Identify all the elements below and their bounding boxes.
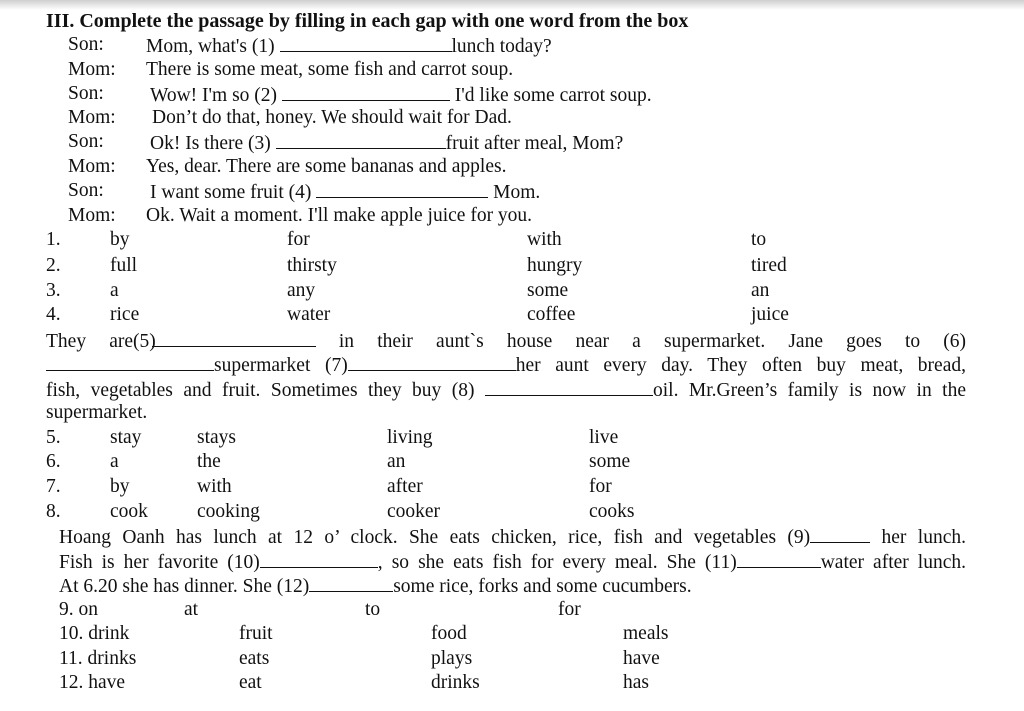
option-number: 4.: [46, 304, 61, 325]
text-before-gap: Ok! Is there (3): [150, 133, 271, 154]
option-b[interactable]: at: [184, 599, 199, 620]
text-before-gap: Fish is her favorite (10): [59, 552, 260, 573]
blank-1[interactable]: [280, 33, 452, 52]
blank-10[interactable]: [260, 549, 378, 568]
option-a[interactable]: full: [110, 255, 138, 276]
option-a[interactable]: 10. drink: [59, 623, 130, 644]
blank-8[interactable]: [485, 377, 653, 396]
option-c[interactable]: some: [527, 280, 569, 301]
text-before-gap: fish, vegetables and fruit. Sometimes they buy (8): [46, 380, 475, 401]
text-after-gap: her lunch.: [881, 527, 966, 548]
option-c[interactable]: plays: [431, 648, 473, 669]
option-c[interactable]: drinks: [431, 672, 480, 693]
option-b[interactable]: thirsty: [287, 255, 337, 276]
speaker-label: Mom:: [68, 59, 116, 80]
text-after-gap: water after lunch.: [820, 552, 966, 573]
option-b[interactable]: water: [287, 304, 331, 325]
option-number: 3.: [46, 280, 61, 301]
speaker-label: Son:: [68, 83, 104, 104]
speaker-label: Mom:: [68, 205, 116, 226]
option-a[interactable]: stay: [110, 427, 142, 448]
passage-2-line-4: supermarket.: [46, 402, 148, 423]
option-d[interactable]: to: [751, 229, 767, 250]
option-b[interactable]: eats: [239, 648, 270, 669]
option-c[interactable]: food: [431, 623, 467, 644]
blank-4[interactable]: [316, 179, 488, 198]
option-a[interactable]: by: [110, 476, 130, 497]
passage-2-line-1: [46, 328, 966, 354]
text-after-gap: some rice, forks and some cucumbers.: [393, 576, 692, 597]
dialogue-text: [150, 179, 540, 205]
option-a[interactable]: a: [110, 451, 119, 472]
exercise-title: III. Complete the passage by filling in each gap with one word from the box: [46, 10, 689, 32]
passage-3-line-1: [59, 524, 966, 550]
option-d[interactable]: cooks: [589, 501, 635, 522]
blank-11[interactable]: [737, 549, 821, 568]
option-b[interactable]: eat: [239, 672, 262, 693]
passage-3-line-3: [59, 573, 692, 599]
option-a[interactable]: cook: [110, 501, 148, 522]
option-b[interactable]: with: [197, 476, 232, 497]
text-after-gap: in their aunt`s house near a supermarket. Jane goes to (6): [338, 331, 967, 352]
text-before-gap: They are(5): [46, 331, 156, 352]
text-before-gap: Wow! I'm so (2): [150, 85, 278, 106]
dialogue-text: Don’t do that, honey. We should wait for Dad.: [152, 107, 512, 128]
option-a[interactable]: a: [110, 280, 119, 301]
option-c[interactable]: with: [527, 229, 562, 250]
blank-2[interactable]: [282, 82, 450, 101]
blank-6[interactable]: [46, 352, 214, 371]
passage-2-line-3: [46, 377, 966, 403]
option-b[interactable]: the: [197, 451, 221, 472]
dialogue-text: [150, 130, 623, 156]
option-a[interactable]: 12. have: [59, 672, 126, 693]
option-d[interactable]: tired: [751, 255, 787, 276]
option-a[interactable]: 11. drinks: [59, 648, 137, 669]
text-between-gaps: , so she eats fish for every meal. She (11): [377, 552, 737, 573]
option-a[interactable]: 9. on: [59, 599, 98, 620]
text-before-gap: Mom, what's (1): [146, 36, 275, 57]
text-between-gaps: supermarket (7): [214, 355, 348, 376]
option-number: 7.: [46, 476, 61, 497]
option-c[interactable]: living: [387, 427, 433, 448]
option-number: 5.: [46, 427, 61, 448]
blank-12[interactable]: [309, 573, 393, 592]
option-b[interactable]: cooking: [197, 501, 260, 522]
option-number: 8.: [46, 501, 61, 522]
speaker-label: Mom:: [68, 107, 116, 128]
option-number: 1.: [46, 229, 61, 250]
blank-3[interactable]: [276, 130, 446, 149]
option-a[interactable]: rice: [110, 304, 140, 325]
option-b[interactable]: for: [287, 229, 310, 250]
option-c[interactable]: after: [387, 476, 423, 497]
text-before-gap: I want some fruit (4): [150, 182, 312, 203]
text-after-gap: oil. Mr.Green’s family is now in the: [652, 380, 966, 401]
option-d[interactable]: some: [589, 451, 631, 472]
option-c[interactable]: coffee: [527, 304, 576, 325]
option-c[interactable]: to: [365, 599, 381, 620]
dialogue-text: There is some meat, some fish and carrot soup.: [146, 59, 514, 80]
dialogue-text: [150, 82, 652, 108]
option-d[interactable]: for: [558, 599, 581, 620]
speaker-label: Mom:: [68, 156, 116, 177]
text-after-gap: lunch today?: [451, 36, 552, 57]
option-d[interactable]: meals: [623, 623, 669, 644]
option-number: 2.: [46, 255, 61, 276]
option-d[interactable]: live: [589, 427, 619, 448]
speaker-label: Son:: [68, 180, 104, 201]
option-b[interactable]: fruit: [239, 623, 273, 644]
text-after-gap: Mom.: [493, 182, 541, 203]
option-number: 6.: [46, 451, 61, 472]
option-d[interactable]: juice: [751, 304, 789, 325]
blank-7[interactable]: [348, 352, 516, 371]
speaker-label: Son:: [68, 131, 104, 152]
option-d[interactable]: has: [623, 672, 649, 693]
option-c[interactable]: hungry: [527, 255, 583, 276]
text-after-gap: fruit after meal, Mom?: [445, 133, 624, 154]
text-after-gap: I'd like some carrot soup.: [454, 85, 652, 106]
option-d[interactable]: have: [623, 648, 660, 669]
text-before-gap: At 6.20 she has dinner. She (12): [59, 576, 310, 597]
dialogue-text: [146, 33, 552, 59]
passage-3-line-2: [59, 549, 966, 575]
dialogue-text: Yes, dear. There are some bananas and apples.: [146, 156, 507, 177]
blank-5[interactable]: [152, 328, 316, 347]
text-after-gap: her aunt every day. They often buy meat, bread,: [515, 355, 966, 376]
option-a[interactable]: by: [110, 229, 130, 250]
option-c[interactable]: an: [387, 451, 406, 472]
passage-2-line-2: [46, 352, 966, 378]
option-d[interactable]: an: [751, 280, 770, 301]
option-c[interactable]: cooker: [387, 501, 441, 522]
option-d[interactable]: for: [589, 476, 612, 497]
dialogue-text: Ok. Wait a moment. I'll make apple juice for you.: [146, 205, 533, 226]
option-b[interactable]: any: [287, 280, 316, 301]
text-before-gap: Hoang Oanh has lunch at 12 o’ clock. She eats chicken, rice, fish and vegetables (9): [59, 527, 811, 548]
option-b[interactable]: stays: [197, 427, 236, 448]
blank-9[interactable]: [810, 524, 870, 543]
speaker-label: Son:: [68, 34, 104, 55]
